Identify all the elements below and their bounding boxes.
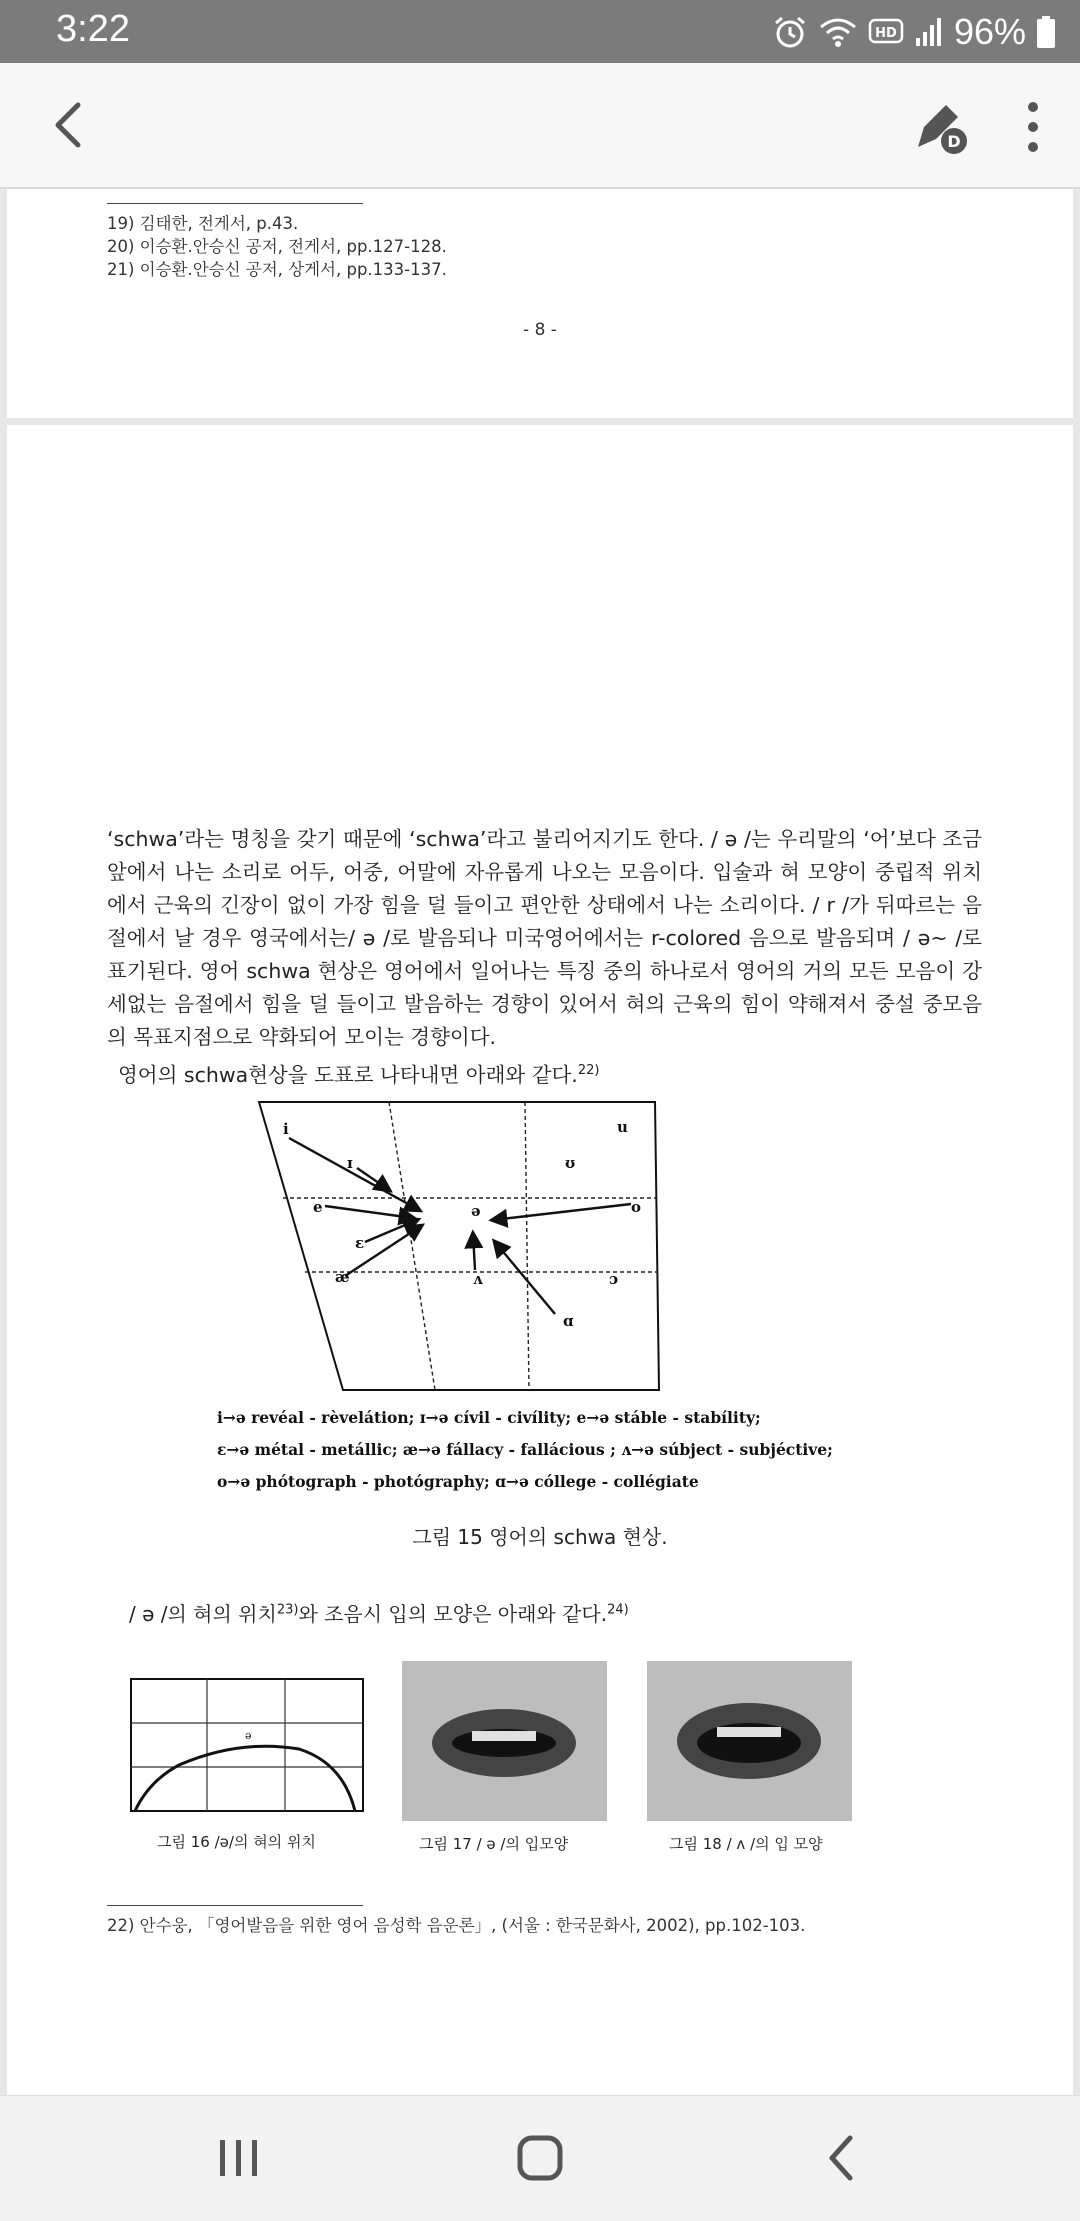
vowel-i: i [283,1120,289,1138]
wifi-icon [818,15,858,49]
more-vert-icon[interactable] [1010,95,1056,159]
back-icon[interactable] [810,2126,874,2190]
arrow [495,1242,555,1314]
figure-18-caption: 그림 18 / ʌ /의 입 모양 [669,1835,823,1853]
vowel-small-i: ɪ [347,1154,353,1172]
arrow [365,1220,417,1242]
pdf-page-8 [7,189,1073,418]
figure-16-caption: 그림 16 /ə/의 혀의 위치 [157,1833,316,1851]
paragraph-tongue-text-2: 와 조음시 입의 모양은 아래와 같다. [298,1602,608,1626]
document-viewer[interactable] [0,189,1080,2095]
alarm-icon [772,14,808,50]
hd-icon [868,16,904,48]
vowel-trapezoid [259,1102,659,1390]
figure-15-caption: 그림 15 영어의 schwa 현상. [412,1525,668,1549]
vowel-upsilon: ʊ [565,1154,576,1172]
vowel-u: u [617,1118,628,1136]
example-line-2: ɛ→ə métal - metállic; æ→ə fállacy - fallácious ; ʌ→ə súbject - subjéctive; [217,1440,833,1459]
home-icon[interactable] [508,2126,572,2190]
status-icons [772,10,1056,54]
paragraph-schwa-description: ‘schwa’라는 명칭을 갖기 때문에 ‘schwa’라고 불리어지기도 한다. / ə /는 우리말의 ‘어’보다 조금 앞에서 나는 소리로 어두, 어중, 어말에 자유롭게 나오는 모음이다. 입술과 혀 모양이 중립적 위치에서 근육의 긴장이 없이 가장 힘을 덜 들이고 편안한 상태에서 나는 소리이다. / r /가 뒤따르는 음절에서 날 경우 영국에서는/ ə /로 발음되나 미국영어에서는 r-colored 음으로 발음되며 / ə~ /로 표기된다. 영어 schwa 현상은 영어에서 일어나는 특징 중의 하나로서 영어의 거의 모든 모음이 강세없는 음절에서 힘을 덜 들이고 발음하는 경향이 있어서 혀의 근육의 힘이 약해져서 중설 중모음의 목표지점으로 약화되어 모이는 경향이다. [107,827,982,1049]
footnote-ref-23: 23) [276,1602,299,1618]
vowel-wedge: ʌ [473,1270,483,1288]
back-arrow-icon[interactable] [40,95,100,155]
tongue-curve [135,1746,355,1811]
vowel-schwa: ə [471,1202,481,1220]
tongue-position-chart [129,1677,365,1813]
footnote-19: 19) 김태한, 전게서, p.43. [107,214,299,233]
paragraph-chart-intro-text: 영어의 schwa현상을 도표로 나타내면 아래와 같다. [118,1062,578,1087]
vowel-ae: æ [335,1268,350,1286]
battery-icon [1036,15,1056,49]
vowel-o: o [631,1198,642,1216]
paragraph-tongue-position [129,1598,629,1627]
footnote-ref-22: 22) [577,1063,600,1078]
app-bar [0,63,1080,189]
status-time: 3:22 [56,8,130,50]
vowel-alpha: ɑ [563,1312,574,1330]
paragraph-tongue-text: / ə /의 혀의 위치 [129,1602,277,1626]
tongue-schwa-label: ə [245,1729,252,1742]
arrow [473,1234,475,1270]
footnote-rule [107,1905,363,1906]
recents-icon[interactable] [206,2126,270,2190]
svg-text:D: D [947,132,961,151]
pdf-page-9 [7,425,1073,2095]
battery-percent: 96% [953,11,1026,52]
body-text [107,823,982,1092]
lips-photo-wedge-image [647,1661,852,1821]
vowel-open-o: ɔ [609,1270,619,1288]
vowel-e: e [313,1198,323,1216]
pdf-page-10 [7,1939,1073,2095]
arrow [289,1138,419,1210]
lips-photo-schwa-image [402,1661,607,1821]
example-line-1: i→ə revéal - rèvelátion; ɪ→ə cívil - civílity; e→ə stáble - stabílity; [217,1408,761,1427]
arrow [325,1206,413,1218]
vowel-chart [247,1098,667,1398]
status-bar [0,0,1080,63]
vowel-epsilon: ɛ [355,1234,365,1252]
signal-icon [914,16,944,48]
sign-pen-icon[interactable] [910,95,974,159]
grid-line [389,1102,435,1390]
footnote-21: 21) 이승환.안승신 공저, 상게서, pp.133-137. [107,260,447,279]
arrow [493,1204,631,1220]
figure-17-caption: 그림 17 / ə /의 입모양 [419,1835,569,1853]
footnote-ref-24: 24) [607,1602,629,1618]
grid-line [525,1102,529,1390]
lips-photo-wedge [647,1661,852,1821]
footnote-rule [107,203,363,204]
example-line-3: o→ə phótograph - photógraphy; ɑ→ə cóllege - collégiate [217,1472,699,1491]
navigation-bar [0,2095,1080,2221]
lips-photo-schwa [402,1661,607,1821]
footnote-22: 22) 안수웅, 「영어발음을 위한 영어 음성학 음운론」, (서울 : 한국문화사, 2002), pp.102-103. [107,1916,806,1935]
svg-text:HD: HD [875,26,897,41]
footnote-20: 20) 이승환.안승신 공저, 전게서, pp.127-128. [107,237,447,256]
page-number-8: - 8 - [523,320,557,340]
paragraph-chart-intro [107,1054,982,1092]
